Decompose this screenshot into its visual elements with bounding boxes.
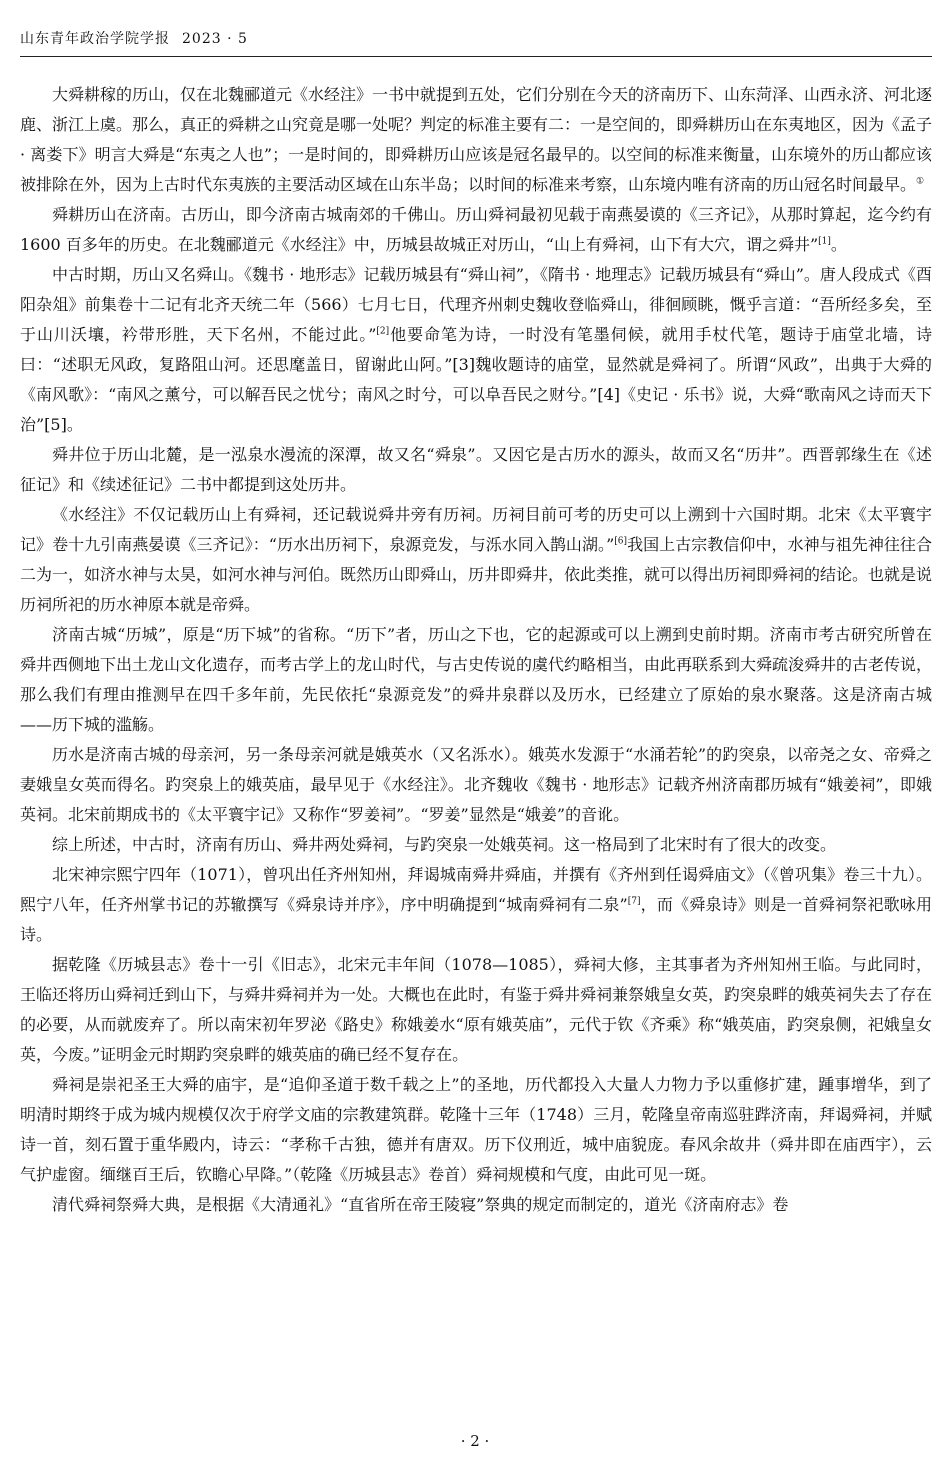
citation-marker: [1] [818,236,831,247]
paragraph: 清代舜祠祭舜大典，是根据《大清通礼》“直省所在帝王陵寝”祭典的规定而制定的，道光《济南府志》卷 [52,1195,789,1214]
citation-marker: [6] [614,536,628,547]
paragraph: 历水是济南古城的母亲河，另一条母亲河就是娥英水（又名泺水）。娥英水发源于“水涌若轮”的趵突泉，以帝尧之女、帝舜之妻娥皇女英而得名。趵突泉上的娥英庙，最早见于《水经注》。北齐魏收《魏书 · 地形志》记载齐州济南郡历城有“娥姜祠”，即娥英祠。北宋前期成书的《太平寰宇记》又称作“罗姜祠”。“罗姜”显然是“娥姜”的音讹。 [20,745,932,824]
paragraph: 济南古城“历城”，原是“历下城”的省称。“历下”者，历山之下也，它的起源或可以上溯到史前时期。济南市考古研究所曾在舜井西侧地下出土龙山文化遗存，而考古学上的龙山时代，与古史传说的虞代约略相当，由此再联系到大舜疏浚舜井的古老传说，那么我们有理由推测早在四千多年前，先民依托“泉源竞发”的舜井泉群以及历水，已经建立了原始的泉水聚落。这是济南古城——历下城的滥觞。 [20,625,933,734]
paragraph: 《水经注》不仅记载历山上有舜祠，还记载说舜井旁有历祠。历祠目前可考的历史可以上溯到十六国时期。北宋《太平寰宇记》卷十九引南燕晏谟《三齐记》：“历水出历祠下，泉源竞发，与泺水同入鹊山湖。”[6]我国上古宗教信仰中，水神与祖先神往往合二为一，如济水神与太昊，如河水神与河伯。既然历山即舜山，历井即舜井，依此类推，就可以得出历祠即舜祠的结论。也就是说历祠所祀的历水神原本就是帝舜。 [20,505,933,614]
paragraph: 北宋神宗熙宁四年（1071），曾巩出任齐州知州，拜谒城南舜井舜庙，并撰有《齐州到任谒舜庙文》（《曾巩集》卷三十九）。熙宁八年，任齐州掌书记的苏辙撰写《舜泉诗并序》，序中明确提到“城南舜祠有二泉”[7]，而《舜泉诗》则是一首舜祠祭祀歌咏用诗。 [20,865,932,944]
issue-number: 2023 · 5 [182,31,248,47]
paragraph: 中古时期，历山又名舜山。《魏书 · 地形志》记载历城县有“舜山祠”，《隋书 · 地理志》记载历城县有“舜山”。唐人段成式《酉阳杂俎》前集卷十二记有北齐天统二年（566）七月七日，代理齐州刺史魏收登临舜山，徘徊顾眺，慨乎言道：“吾所经多矣，至于山川沃壤，衿带形胜，天下名州，不能过此。”[2]他要命笔为诗，一时没有笔墨伺候，就用手杖代笔，题诗于庙堂北墙，诗曰：“述职无风政，复路阻山河。还思麾盖日，留谢此山阿。”[3]魏收题诗的庙堂，显然就是舜祠了。所谓“风政”，出典于大舜的《南风歌》：“南风之薰兮，可以解吾民之忧兮；南风之时兮，可以阜吾民之财兮。”[4]《史记 · 乐书》说，大舜“歌南风之诗而天下治”[5]。 [20,265,932,434]
journal-title: 山东青年政治学院学报 [20,31,170,47]
paragraph: 大舜耕稼的历山，仅在北魏郦道元《水经注》一书中就提到五处，它们分别在今天的济南历下、山东菏泽、山西永济、河北逐鹿、浙江上虞。那么，真正的舜耕之山究竟是哪一处呢？判定的标准主要有二：一是空间的，即舜耕历山在东夷地区，因为《孟子 · 离娄下》明言大舜是“东夷之人也”；一是时间的，即舜耕历山应该是冠名最早的。以空间的标准来衡量，山东境外的历山都应该被排除在外，因为上古时代东夷族的主要活动区域在山东半岛；以时间的标准来考察，山东境内唯有济南的历山冠名时间最早。① [20,85,933,194]
article-body [20,80,932,1220]
citation-marker: [2] [376,326,390,337]
paragraph: 据乾隆《历城县志》卷十一引《旧志》，北宋元丰年间（1078—1085），舜祠大修，主其事者为齐州知州王临。与此同时，王临还将历山舜祠迁到山下，与舜井舜祠并为一处。大概也在此时，有鉴于舜井舜祠兼祭娥皇女英，趵突泉畔的娥英祠失去了存在的必要，从而就废弃了。所以南宋初年罗泌《路史》称娥姜水“原有娥英庙”，元代于钦《齐乘》称“娥英庙，趵突泉侧，祀娥皇女英，今废。”证明金元时期趵突泉畔的娥英庙的确已经不复存在。 [20,955,933,1064]
paragraph: 舜井位于历山北麓，是一泓泉水漫流的深潭，故又名“舜泉”。又因它是古历水的源头，故而又名“历井”。西晋郭缘生在《述征记》和《续述征记》二书中都提到这处历井。 [20,445,932,494]
paragraph: 舜耕历山在济南。古历山，即今济南古城南郊的千佛山。历山舜祠最初见载于南燕晏谟的《三齐记》，从那时算起，迄今约有 1600 百多年的历史。在北魏郦道元《水经注》中，历城县故城正对历山，“山上有舜祠，山下有大穴，谓之舜井”[1]。 [20,205,932,254]
paragraph: 舜祠是崇祀圣王大舜的庙宇，是“追仰圣道于数千载之上”的圣地，历代都投入大量人力物力予以重修扩建，踵事增华，到了明清时期终于成为城内规模仅次于府学文庙的宗教建筑群。乾隆十三年（1748）三月，乾隆皇帝南巡驻跸济南，拜谒舜祠，并赋诗一首，刻石置于重华殿内，诗云：“孝称千古独，德并有唐双。历下仪刑近，城中庙貌庞。春风余故井（舜井即在庙西宇），云气护虚窗。缅继百王后，钦瞻心早降。”（乾隆《历城县志》卷首）舜祠规模和气度，由此可见一斑。 [20,1075,932,1184]
header-rule [20,56,932,57]
paragraph: 综上所述，中古时，济南有历山、舜井两处舜祠，与趵突泉一处娥英祠。这一格局到了北宋时有了很大的改变。 [52,835,837,854]
citation-marker: [7] [627,896,641,907]
page-number: · 2 · [460,1432,490,1450]
footnote-marker: ① [916,176,925,187]
running-head [20,28,932,50]
